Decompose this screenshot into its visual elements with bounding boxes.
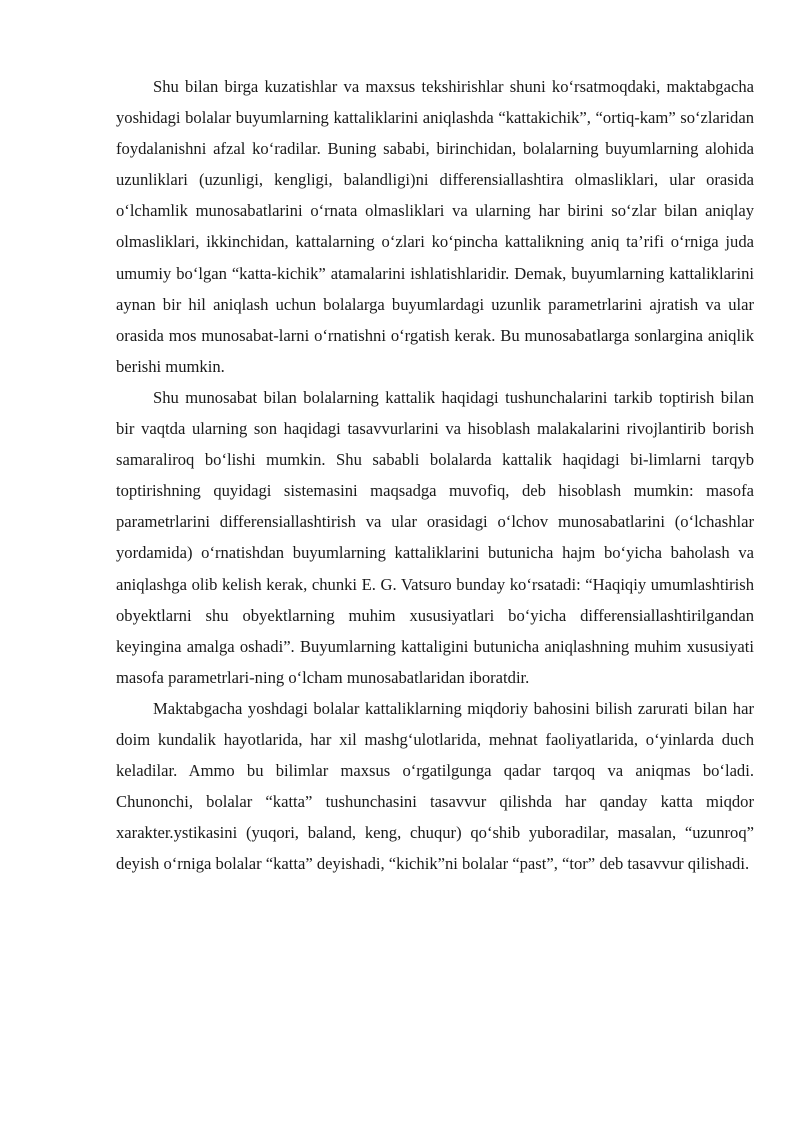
paragraph-1: Shu bilan birga kuzatishlar va maxsus tekshirishlar shuni ko‘rsatmoqdaki, maktabgacha yoshidagi bolalar buyumlarning kattaliklarini aniqlashda “kattakichik”, “ortiq-kam” so‘zlaridan foydalanishni afzal ko‘radilar. Buning sababi, birinchidan, bolalarning buyumlarning alohida uzunliklari (uzunligi, kengligi, balandligi)ni differensiallashtira olmasliklari, ular orasida o‘lchamlik munosabatlarini o‘rnata olmasliklari va ularning har birini so‘zlar bilan aniqlay olmasliklari, ikkinchidan, kattalarning o‘zlari ko‘pincha kattalikning aniq ta’rifi o‘rniga juda umumiy bo‘lgan “katta-kichik” atamalarini ishlatishlaridir. Demak, buyumlarning kattaliklarini aynan bir hil aniqlash uchun bolalarga buyumlardagi uzunlik parametrlarini ajratish va ular orasida mos munosabat-larni o‘rnatishni o‘rgatish kerak. Bu munosabatlarga sonlargina aniqlik berishi mumkin. <box>116 77 754 376</box>
paragraph-2: Shu munosabat bilan bolalarning kattalik haqidagi tushunchalarini tarkib toptirish bilan bir vaqtda ularning son haqidagi tasavvurlarini va hisoblash malakalarini rivojlantirib borish samaraliroq bo‘lishi mumkin. Shu sababli bolalarda kattalik haqidagi bi-limlarni tarqyb toptirishning quyidagi sistemasini maqsadga muvofiq, deb hisoblash mumkin: masofa parametrlarini differensiallashtirish va ular orasidagi o‘lchov munosabatlarini (o‘lchashlar yordamida) o‘rnatishdan buyumlarning kattaliklarini butunicha hajm bo‘yicha baholash va aniqlashga olib kelish kerak, chunki E. G. Vatsuro bunday ko‘rsatadi: “Haqiqiy umumlashtirish obyektlarni shu obyektlarning muhim xususiyatlari bo‘yicha differensiallashtirilgandan keyingina amalga oshadi”. Buyumlarning kattaligini butunicha aniqlashning muhim xususiyati masofa parametrlari-ning o‘lcham munosabatlaridan iboratdir. <box>116 387 754 687</box>
document-body <box>116 71 754 879</box>
paragraph-3: Maktabgacha yoshdagi bolalar kattaliklarning miqdoriy bahosini bilish zarurati bilan har doim kundalik hayotlarida, har xil mashg‘ulotlarida, mehnat faoliyatlarida, o‘yinlarda duch keladilar. Ammo bu bilimlar maxsus o‘rgatilgunga qadar tarqoq va aniqmas bo‘ladi. Chunonchi, bolalar “katta” tushunchasini tasavvur qilishda har qanday katta miqdor xarakter.ystikasini (yuqori, baland, keng, chuqur) qo‘shib yuboradilar, masalan, “uzunroq” deyish o‘rniga bolalar “katta” deyishadi, “kichik”ni bolalar “past”, “tor” deb tasavvur qilishadi. <box>116 698 754 874</box>
